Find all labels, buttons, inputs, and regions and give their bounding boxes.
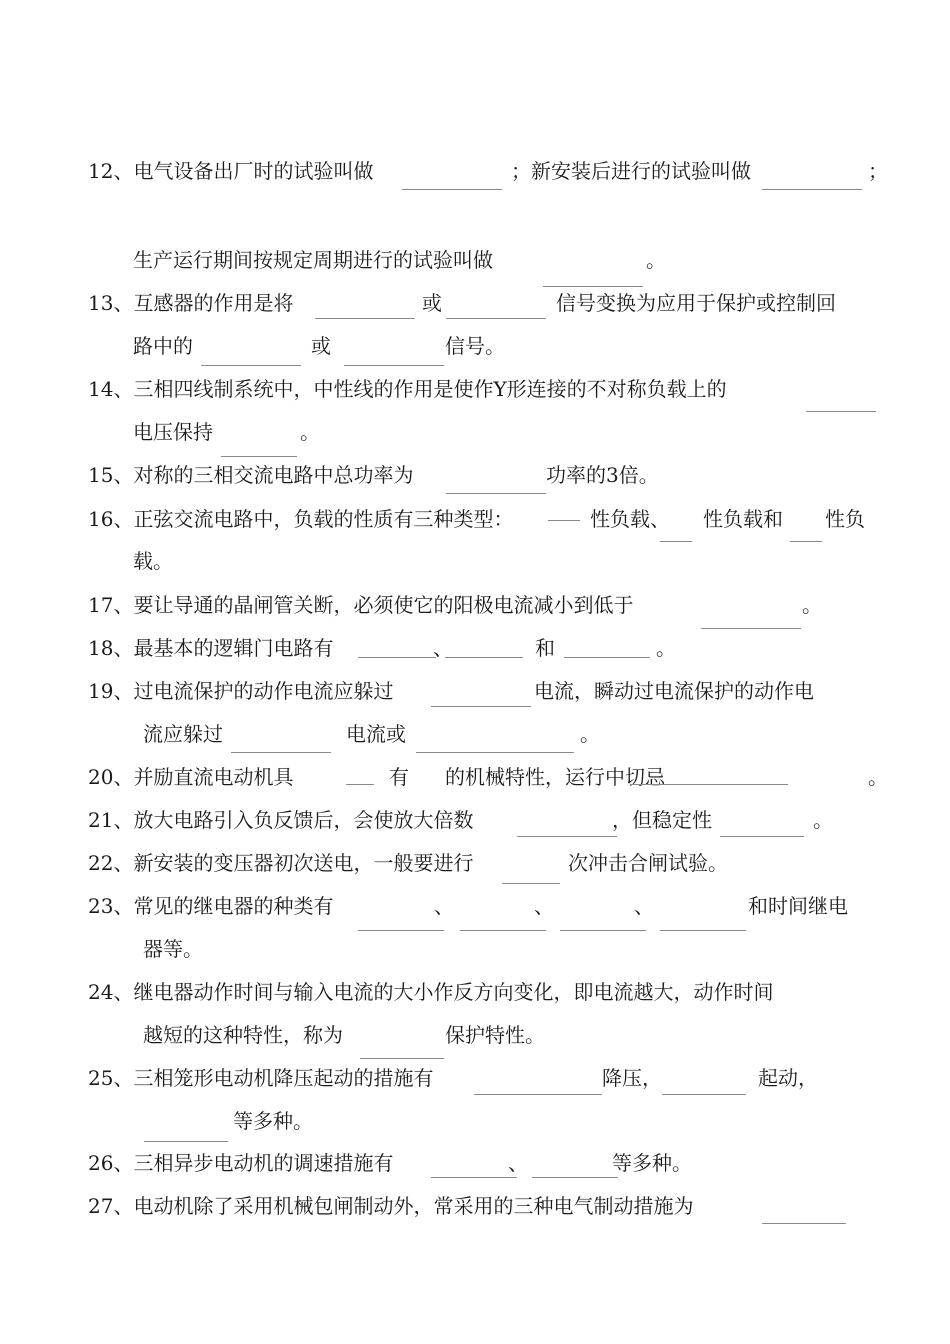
blank-line	[201, 365, 301, 366]
q22-text: 次冲击合闸试验。	[568, 851, 728, 875]
q16-text: 性负载和	[703, 507, 783, 531]
blank-line	[402, 189, 502, 190]
q18-text: 。	[656, 636, 676, 660]
q12-text: 生产运行期间按规定周期进行的试验叫做	[133, 248, 493, 272]
q26-text: 26、三相异步电动机的调速措施有	[88, 1151, 394, 1175]
blank-line	[474, 1094, 602, 1095]
blank-line	[701, 628, 801, 629]
q23-text: 、	[434, 894, 454, 918]
q23-text: 23、常见的继电器的种类有	[88, 894, 334, 918]
blank-line	[344, 365, 444, 366]
q20-text: 。	[868, 765, 888, 789]
q26-text: 等多种。	[612, 1151, 692, 1175]
q23-text: 、	[634, 894, 654, 918]
blank-line	[543, 286, 643, 287]
blank-line	[360, 1058, 444, 1059]
q17-text: 。	[802, 593, 822, 617]
q24-text: 保护特性。	[445, 1023, 545, 1047]
q13-text: 信号变换为应用于保护或控制回	[556, 291, 836, 315]
blank-line	[460, 930, 546, 931]
blank-line	[662, 1094, 746, 1095]
q13-text: 或	[311, 334, 331, 358]
blank-line	[431, 706, 531, 707]
blank-line	[231, 752, 331, 753]
blank-line	[502, 883, 560, 884]
q19-text: 流应躲过	[143, 722, 223, 746]
q23-text: 和时间继电	[748, 894, 848, 918]
q16-text: 16、正弦交流电路中，负载的性质有三种类型：	[88, 507, 514, 531]
q12-text: 12、电气设备出厂时的试验叫做	[88, 159, 374, 183]
blank-line	[358, 657, 436, 658]
blank-line	[221, 456, 297, 457]
blank-line	[532, 1177, 618, 1178]
q13-text: 信号。	[445, 334, 505, 358]
q13-text: 13、互感器的作用是将	[88, 291, 294, 315]
q15-text: 功率的3倍。	[546, 463, 659, 487]
q16-text: 性负载、	[590, 507, 670, 531]
q20-text: 的机械特性，运行中切忌	[445, 765, 665, 789]
q23-text: 器等。	[143, 937, 203, 961]
q18-text: 、	[433, 636, 453, 660]
q18-text: 和	[535, 636, 555, 660]
blank-line	[446, 493, 546, 494]
q12-text: ；新安装后进行的试验叫做	[511, 159, 751, 183]
q25-text: 降压，	[602, 1066, 662, 1090]
blank-line	[144, 1141, 228, 1142]
q12-text: ；	[868, 159, 888, 183]
q12-text: 。	[646, 248, 666, 272]
blank-line	[560, 930, 646, 931]
q19-text: 电流，瞬动过电流保护的动作电	[534, 679, 814, 703]
q15-text: 15、对称的三相交流电路中总功率为	[88, 463, 414, 487]
q21-text: 。	[813, 808, 833, 832]
q17-text: 17、要让导通的晶闸管关断，必须使它的阳极电流减小到低于	[88, 593, 634, 617]
q23-text: 、	[534, 894, 554, 918]
blank-line	[548, 520, 580, 521]
q13-text: 或	[422, 291, 442, 315]
q26-text: 、	[508, 1151, 528, 1175]
q25-text: 25、三相笼形电动机降压起动的措施有	[88, 1066, 434, 1090]
blank-line	[564, 657, 650, 658]
q16-text: 载。	[133, 549, 173, 573]
blank-line	[630, 784, 788, 785]
q14-text: 。	[300, 420, 320, 444]
q24-text: 24、继电器动作时间与输入电流的大小作反方向变化，即电流越大，动作时间	[88, 980, 774, 1004]
blank-line	[517, 836, 617, 837]
blank-line	[431, 1177, 517, 1178]
q25-text: 起动，	[758, 1066, 818, 1090]
q21-text: 21、放大电路引入负反馈后，会使放大倍数	[88, 808, 474, 832]
blank-line	[315, 318, 415, 319]
q16-text: 性负	[825, 507, 865, 531]
blank-line	[358, 930, 444, 931]
blank-line	[660, 930, 746, 931]
q25-text: 等多种。	[233, 1109, 313, 1133]
blank-line	[806, 411, 876, 412]
blank-line	[762, 189, 862, 190]
blank-line	[446, 318, 546, 319]
q27-text: 27、电动机除了采用机械包闸制动外，常采用的三种电气制动措施为	[88, 1194, 694, 1218]
q20-text: 有	[389, 765, 409, 789]
blank-line	[416, 752, 574, 753]
q14-text: 电压保持	[133, 420, 213, 444]
q14-text: 14、三相四线制系统中，中性线的作用是使作Y形连接的不对称负载上的	[88, 377, 727, 401]
blank-line	[445, 657, 523, 658]
q21-text: ，但稳定性	[612, 808, 712, 832]
q22-text: 22、新安装的变压器初次送电，一般要进行	[88, 851, 474, 875]
q19-text: 19、过电流保护的动作电流应躲过	[88, 679, 394, 703]
q19-text: 。	[580, 722, 600, 746]
blank-line	[790, 541, 822, 542]
blank-line	[346, 784, 374, 785]
blank-line	[762, 1223, 846, 1224]
q18-text: 18、最基本的逻辑门电路有	[88, 636, 334, 660]
q19-text: 电流或	[346, 722, 406, 746]
q24-text: 越短的这种特性，称为	[143, 1023, 343, 1047]
q13-text: 路中的	[133, 334, 193, 358]
q20-text: 20、并励直流电动机具	[88, 765, 294, 789]
blank-line	[660, 541, 692, 542]
blank-line	[720, 836, 804, 837]
